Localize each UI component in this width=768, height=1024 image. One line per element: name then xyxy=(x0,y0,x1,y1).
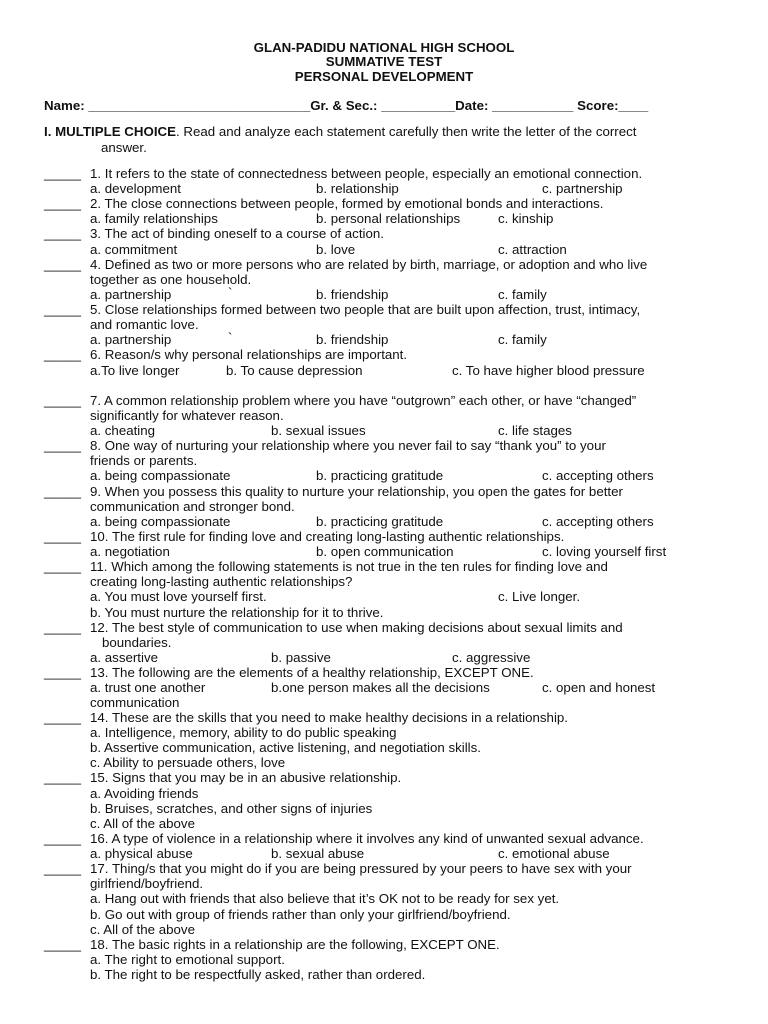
section-label: I. MULTIPLE CHOICE xyxy=(44,124,176,139)
grade-label: Gr. & Sec.: xyxy=(310,98,378,113)
q9-option-a: a. being compassionate xyxy=(90,514,231,529)
q13-option-c: c. open and honest xyxy=(542,680,656,695)
question-7: 7. A common relationship problem where you have “outgrown” each other, or have “changed” xyxy=(90,393,637,408)
question-5: 5. Close relationships formed between two people that are built upon affection, trust, intimacy, xyxy=(90,302,641,317)
q9-option-c: c. accepting others xyxy=(542,514,654,529)
name-label: Name: xyxy=(44,98,85,113)
q10-option-c: c. loving yourself first xyxy=(542,544,667,559)
answer-blank-9[interactable]: _____ xyxy=(44,484,81,499)
answer-blank-14[interactable]: _____ xyxy=(44,710,81,725)
test-title: SUMMATIVE TEST xyxy=(325,54,443,69)
q18-option-b: b. The right to be respectfully asked, rather than ordered. xyxy=(90,967,426,982)
question-14: 14. These are the skills that you need to make healthy decisions in a relationship. xyxy=(90,710,568,725)
question-11-cont: creating long-lasting authentic relationships? xyxy=(90,574,353,589)
question-3: 3. The act of binding oneself to a course of action. xyxy=(90,226,384,241)
q6-option-b: b. To cause depression xyxy=(226,363,363,378)
q16-option-c: c. emotional abuse xyxy=(498,846,610,861)
q5-option-c: c. family xyxy=(498,332,547,347)
q10-option-b: b. open communication xyxy=(316,544,454,559)
q8-option-c: c. accepting others xyxy=(542,468,654,483)
question-4: 4. Defined as two or more persons who are related by birth, marriage, or adoption and who live xyxy=(90,257,648,272)
q1-option-a: a. development xyxy=(90,181,181,196)
q12-option-b: b. passive xyxy=(271,650,331,665)
q7-option-a: a. cheating xyxy=(90,423,156,438)
answer-blank-4[interactable]: _____ xyxy=(44,257,81,272)
q15-option-b: b. Bruises, scratches, and other signs of injuries xyxy=(90,801,373,816)
instruction-text: . Read and analyze each statement carefully then write the letter of the correct xyxy=(175,124,637,139)
question-8: 8. One way of nurturing your relationship where you never fail to say “thank you” to your xyxy=(90,438,606,453)
q4-option-a: a. partnership xyxy=(90,287,172,302)
q3-option-b: b. love xyxy=(316,242,356,257)
q14-option-a: a. Intelligence, memory, ability to do public speaking xyxy=(90,725,397,740)
answer-blank-17[interactable]: _____ xyxy=(44,861,81,876)
q8-option-a: a. being compassionate xyxy=(90,468,231,483)
question-5-cont: and romantic love. xyxy=(90,317,199,332)
date-label: Date: xyxy=(455,98,489,113)
q14-option-c: c. Ability to persuade others, love xyxy=(90,755,286,770)
q1-option-b: b. relationship xyxy=(316,181,399,196)
question-2: 2. The close connections between people, formed by emotional bonds and interactions. xyxy=(90,196,604,211)
q11-option-b: b. You must nurture the relationship for it to thrive. xyxy=(90,605,384,620)
answer-blank-3[interactable]: _____ xyxy=(44,226,81,241)
question-15: 15. Signs that you may be in an abusive relationship. xyxy=(90,770,402,785)
q13-option-a: a. trust one another xyxy=(90,680,206,695)
q11-option-c: c. Live longer. xyxy=(498,589,581,604)
score-label: Score: xyxy=(577,98,619,113)
q3-option-c: c. attraction xyxy=(498,242,567,257)
student-info-line xyxy=(44,98,648,113)
question-9: 9. When you possess this quality to nurture your relationship, you open the gates for better xyxy=(90,484,623,499)
question-17: 17. Thing/s that you might do if you are being pressured by your peers to have sex with your xyxy=(90,861,632,876)
q8-option-b: b. practicing gratitude xyxy=(316,468,444,483)
stray-mark: ` xyxy=(228,330,233,345)
question-7-cont: significantly for whatever reason. xyxy=(90,408,284,423)
answer-blank-8[interactable]: _____ xyxy=(44,438,81,453)
q5-option-b: b. friendship xyxy=(316,332,389,347)
section-instructions xyxy=(44,124,734,156)
question-12: 12. The best style of communication to use when making decisions about sexual limits and xyxy=(90,620,623,635)
question-4-cont: together as one household. xyxy=(90,272,252,287)
name-field[interactable]: ______________________________ xyxy=(88,98,311,113)
question-10: 10. The first rule for finding love and creating long-lasting authentic relationships. xyxy=(90,529,565,544)
q9-option-b: b. practicing gratitude xyxy=(316,514,444,529)
question-11: 11. Which among the following statements is not true in the ten rules for finding love and xyxy=(90,559,608,574)
question-17-cont: girlfriend/boyfriend. xyxy=(90,876,204,891)
q12-option-a: a. assertive xyxy=(90,650,158,665)
answer-blank-12[interactable]: _____ xyxy=(44,620,81,635)
answer-blank-1[interactable]: _____ xyxy=(44,166,81,181)
question-18: 18. The basic rights in a relationship are the following, EXCEPT ONE. xyxy=(90,937,500,952)
answer-blank-5[interactable]: _____ xyxy=(44,302,81,317)
answer-blank-6[interactable]: _____ xyxy=(44,347,81,362)
answer-blank-2[interactable]: _____ xyxy=(44,196,81,211)
answer-blank-11[interactable]: _____ xyxy=(44,559,81,574)
q2-option-a: a. family relationships xyxy=(90,211,218,226)
q1-option-c: c. partnership xyxy=(542,181,623,196)
question-12-cont: boundaries. xyxy=(102,635,172,650)
question-13: 13. The following are the elements of a healthy relationship, EXCEPT ONE. xyxy=(90,665,534,680)
q3-option-a: a. commitment xyxy=(90,242,178,257)
q18-option-a: a. The right to emotional support. xyxy=(90,952,285,967)
answer-blank-7[interactable]: _____ xyxy=(44,393,81,408)
q17-option-c: c. All of the above xyxy=(90,922,195,937)
question-8-cont: friends or parents. xyxy=(90,453,198,468)
instruction-text-cont: answer. xyxy=(101,140,147,155)
date-field[interactable]: ___________ xyxy=(492,98,574,113)
q12-option-c: c. aggressive xyxy=(452,650,531,665)
q7-option-c: c. life stages xyxy=(498,423,572,438)
answer-blank-13[interactable]: _____ xyxy=(44,665,81,680)
question-1: 1. It refers to the state of connectedness between people, especially an emotional connection. xyxy=(90,166,643,181)
answer-blank-18[interactable]: _____ xyxy=(44,937,81,952)
q4-option-b: b. friendship xyxy=(316,287,389,302)
answer-blank-16[interactable]: _____ xyxy=(44,831,81,846)
q11-option-a: a. You must love yourself first. xyxy=(90,589,267,604)
score-field[interactable]: ____ xyxy=(618,98,649,113)
q16-option-b: b. sexual abuse xyxy=(271,846,365,861)
q4-option-c: c. family xyxy=(498,287,547,302)
q10-option-a: a. negotiation xyxy=(90,544,170,559)
answer-blank-10[interactable]: _____ xyxy=(44,529,81,544)
q15-option-c: c. All of the above xyxy=(90,816,195,831)
stray-mark: ` xyxy=(228,285,233,300)
q13-option-c-cont: communication xyxy=(90,695,180,710)
q6-option-a: a.To live longer xyxy=(90,363,180,378)
q6-option-c: c. To have higher blood pressure xyxy=(452,363,645,378)
q15-option-a: a. Avoiding friends xyxy=(90,786,199,801)
grade-field[interactable]: __________ xyxy=(381,98,456,113)
question-16: 16. A type of violence in a relationship where it involves any kind of unwanted sexual advance. xyxy=(90,831,644,846)
question-9-cont: communication and stronger bond. xyxy=(90,499,295,514)
q17-option-a: a. Hang out with friends that also believe that it’s OK not to be ready for sex yet. xyxy=(90,891,560,906)
subject-title: PERSONAL DEVELOPMENT xyxy=(294,69,474,84)
q13-option-b: b.one person makes all the decisions xyxy=(271,680,490,695)
answer-blank-15[interactable]: _____ xyxy=(44,770,81,785)
q7-option-b: b. sexual issues xyxy=(271,423,366,438)
q16-option-a: a. physical abuse xyxy=(90,846,193,861)
q2-option-b: b. personal relationships xyxy=(316,211,461,226)
school-name: GLAN-PADIDU NATIONAL HIGH SCHOOL xyxy=(253,40,515,55)
question-6: 6. Reason/s why personal relationships are important. xyxy=(90,347,408,362)
q2-option-c: c. kinship xyxy=(498,211,554,226)
q14-option-b: b. Assertive communication, active listening, and negotiation skills. xyxy=(90,740,481,755)
q17-option-b: b. Go out with group of friends rather than only your girlfriend/boyfriend. xyxy=(90,907,511,922)
q5-option-a: a. partnership xyxy=(90,332,172,347)
